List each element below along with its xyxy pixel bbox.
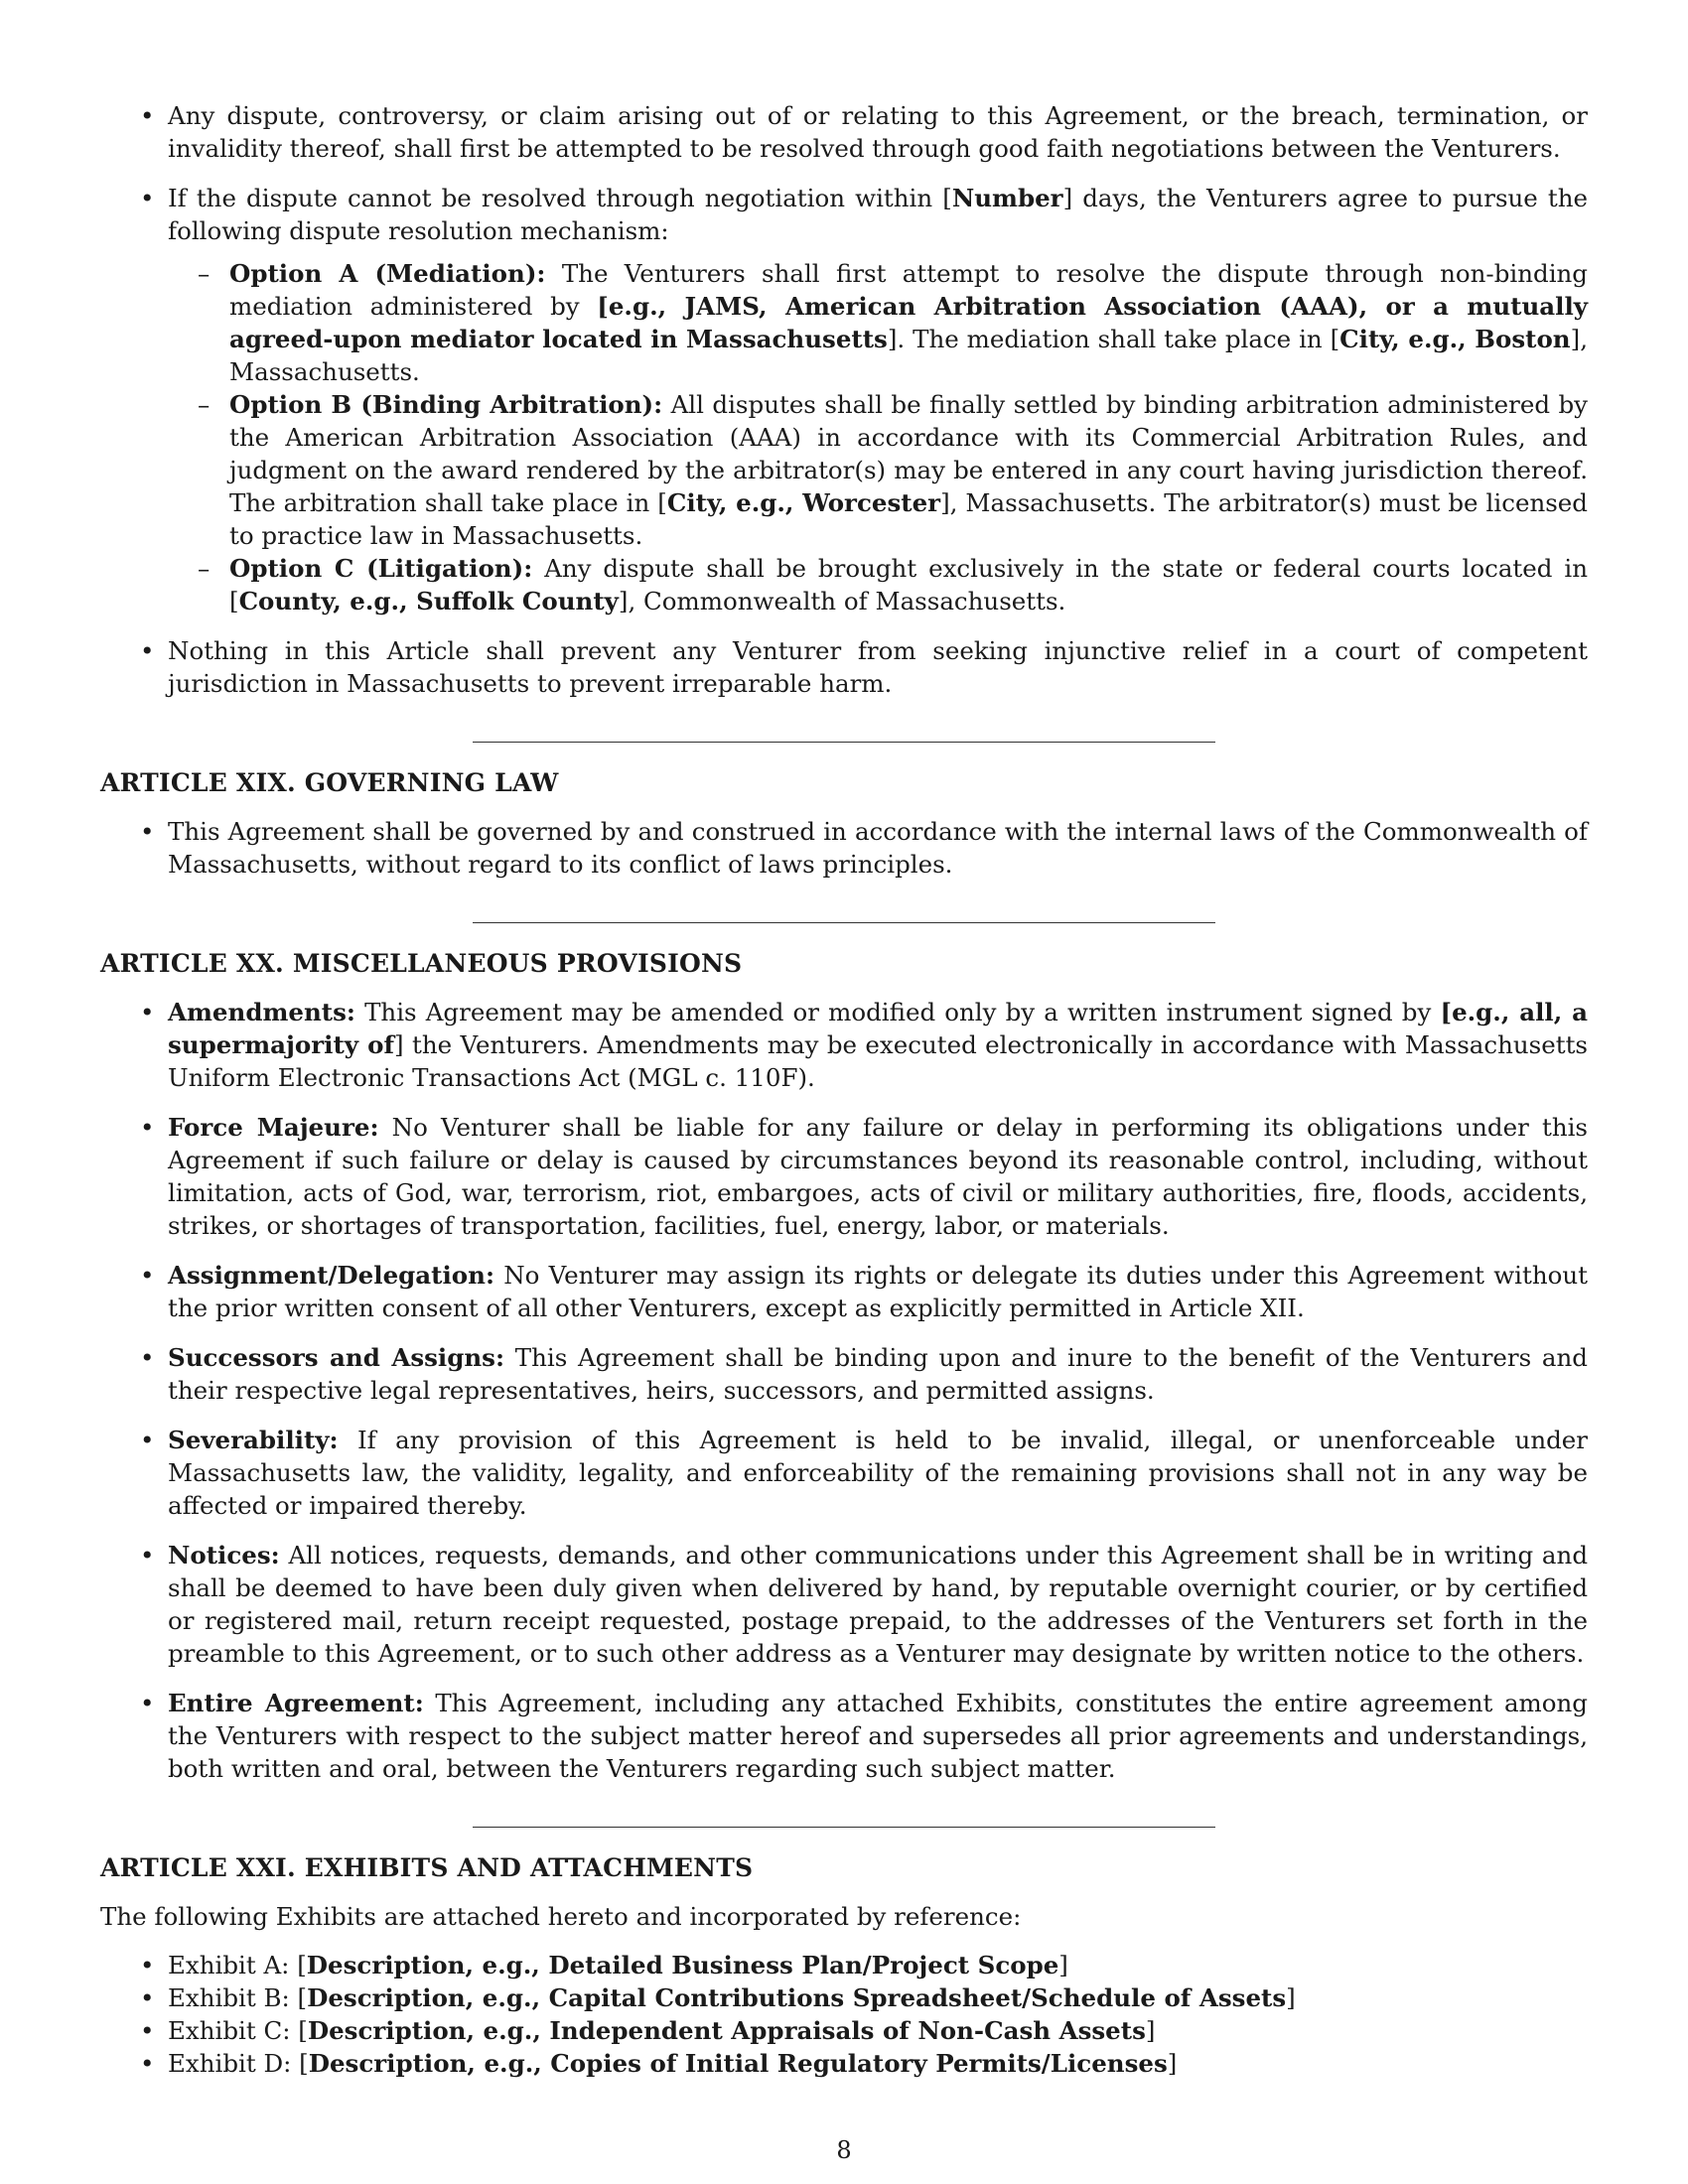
page-content (100, 99, 1588, 2080)
dispute-options-list (168, 257, 1588, 617)
force-majeure-item: • Force Majeure: No Venturer shall be liable for any failure or delay in performing its obligations under this Agreement if such failure or delay is caused by circumstances beyond its reasonable control, including, without limitation, acts of God, war, terrorism, riot, embargoes, acts of civil or military authorities, fire, floods, accidents, strikes, or shortages of transportation, facilities, fuel, energy, labor, or materials. (100, 1111, 1588, 1242)
option-b-arbitration: – Option B (Binding Arbitration): All disputes shall be finally settled by binding arbitration administered by the American Arbitration Association (AAA) in accordance with its Commercial Arbitration Rules, and judgment on the award rendered by the arbitrator(s) may be entered in any court having jurisdiction thereof. The arbitration shall take place in [City, e.g., Worcester], Massachusetts. The arbitrator(s) must be licensed to practice law in Massachusetts. (168, 388, 1588, 552)
exhibit-item: • Exhibit D: [Description, e.g., Copies of Initial Regulatory Permits/Licenses] (100, 2047, 1588, 2080)
option-c-litigation: – Option C (Litigation): Any dispute shall be brought exclusively in the state or federal courts located in [County, e.g., Suffolk County], Commonwealth of Massachusetts. (168, 552, 1588, 617)
section-divider (473, 922, 1215, 923)
article-xxi-heading: ARTICLE XXI. EXHIBITS AND ATTACHMENTS (100, 1853, 754, 1882)
exhibit-item: • Exhibit B: [Description, e.g., Capital Contributions Spreadsheet/Schedule of Assets] (100, 1981, 1588, 2014)
dispute-resolution-list (100, 99, 1588, 700)
section-divider (473, 1827, 1215, 1828)
miscellaneous-provisions-list (100, 996, 1588, 1785)
successors-item: • Successors and Assigns: This Agreement shall be binding upon and inure to the benefit of the Venturers and their respective legal representatives, heirs, successors, and permitted assigns. (100, 1341, 1588, 1407)
page-number: 8 (836, 2136, 852, 2164)
exhibit-item: • Exhibit C: [Description, e.g., Independent Appraisals of Non-Cash Assets] (100, 2014, 1588, 2047)
severability-item: • Severability: If any provision of this Agreement is held to be invalid, illegal, or unenforceable under Massachusetts law, the validity, legality, and enforceability of the remaining provisions shall not in any way be affected or impaired thereby. (100, 1424, 1588, 1522)
article-xx-heading: ARTICLE XX. MISCELLANEOUS PROVISIONS (100, 949, 743, 978)
exhibits-intro: The following Exhibits are attached hereto and incorporated by reference: (100, 1902, 1022, 1931)
exhibits-list (100, 1949, 1588, 2080)
list-item: • Nothing in this Article shall prevent any Venturer from seeking injunctive relief in a court of competent jurisdiction in Massachusetts to prevent irreparable harm. (100, 634, 1588, 700)
article-xix-heading: ARTICLE XIX. GOVERNING LAW (100, 768, 559, 797)
option-a-mediation: – Option A (Mediation): The Venturers shall first attempt to resolve the dispute through non-binding mediation administered by [e.g., JAMS, American Arbitration Association (AAA), or a mutually agreed-upon mediator located in Massachusetts]. The mediation shall take place in [City, e.g., Boston], Massachusetts. (168, 257, 1588, 388)
amendments-item: • Amendments: This Agreement may be amended or modified only by a written instrument signed by [e.g., all, a supermajority of] the Venturers. Amendments may be executed electronically in accordance with Massachusetts Uniform Electronic Transactions Act (MGL c. 110F). (100, 996, 1588, 1094)
list-item: • If the dispute cannot be resolved through negotiation within [Number] days, the Venturers agree to pursue the following dispute resolution mechanism: – Option A (Mediation): The Venturers shall first attempt to resolve the dispute through non-binding mediation administered by [e.g., JAMS, American Arbitration Association (AAA), or a mutually agreed-upon mediator located in Massachusetts]. The mediation shall take place in [City, e.g., Boston], Massachusetts. – Option B (Binding Arbitration): All disputes shall be finally settled by binding arbitration administered by the American Arbitration Association (AAA) in accordance with its Commercial Arbitration Rules, and judgment on the award rendered by the arbitrator(s) may be entered in any court having jurisdiction thereof. The arbitration shall take place in [City, e.g., Worcester], Massachusetts. The arbitrator(s) must be licensed to practice law in Massachusetts. – Option C (Litigation): Any dispute shall be brought exclusively in the state or federal courts located in [County, e.g., Suffolk County], Commonwealth of Massachusetts. (100, 182, 1588, 617)
entire-agreement-item: • Entire Agreement: This Agreement, including any attached Exhibits, constitutes the entire agreement among the Venturers with respect to the subject matter hereof and supersedes all prior agreements and understandings, both written and oral, between the Venturers regarding such subject matter. (100, 1687, 1588, 1785)
notices-item: • Notices: All notices, requests, demands, and other communications under this Agreement shall be in writing and shall be deemed to have been duly given when delivered by hand, by reputable overnight courier, or by certified or registered mail, return receipt requested, postage prepaid, to the addresses of the Venturers set forth in the preamble to this Agreement, or to such other address as a Venturer may designate by written notice to the others. (100, 1539, 1588, 1670)
assignment-item: • Assignment/Delegation: No Venturer may assign its rights or delegate its duties under this Agreement without the prior written consent of all other Venturers, except as explicitly permitted in Article XII. (100, 1259, 1588, 1324)
list-item: • Any dispute, controversy, or claim arising out of or relating to this Agreement, or the breach, termination, or invalidity thereof, shall first be attempted to be resolved through good faith negotiations between the Venturers. (100, 99, 1588, 165)
list-item: • This Agreement shall be governed by and construed in accordance with the internal laws of the Commonwealth of Massachusetts, without regard to its conflict of laws principles. (100, 815, 1588, 881)
exhibit-item: • Exhibit A: [Description, e.g., Detailed Business Plan/Project Scope] (100, 1949, 1588, 1981)
section-divider (473, 742, 1215, 743)
governing-law-list (100, 815, 1588, 881)
